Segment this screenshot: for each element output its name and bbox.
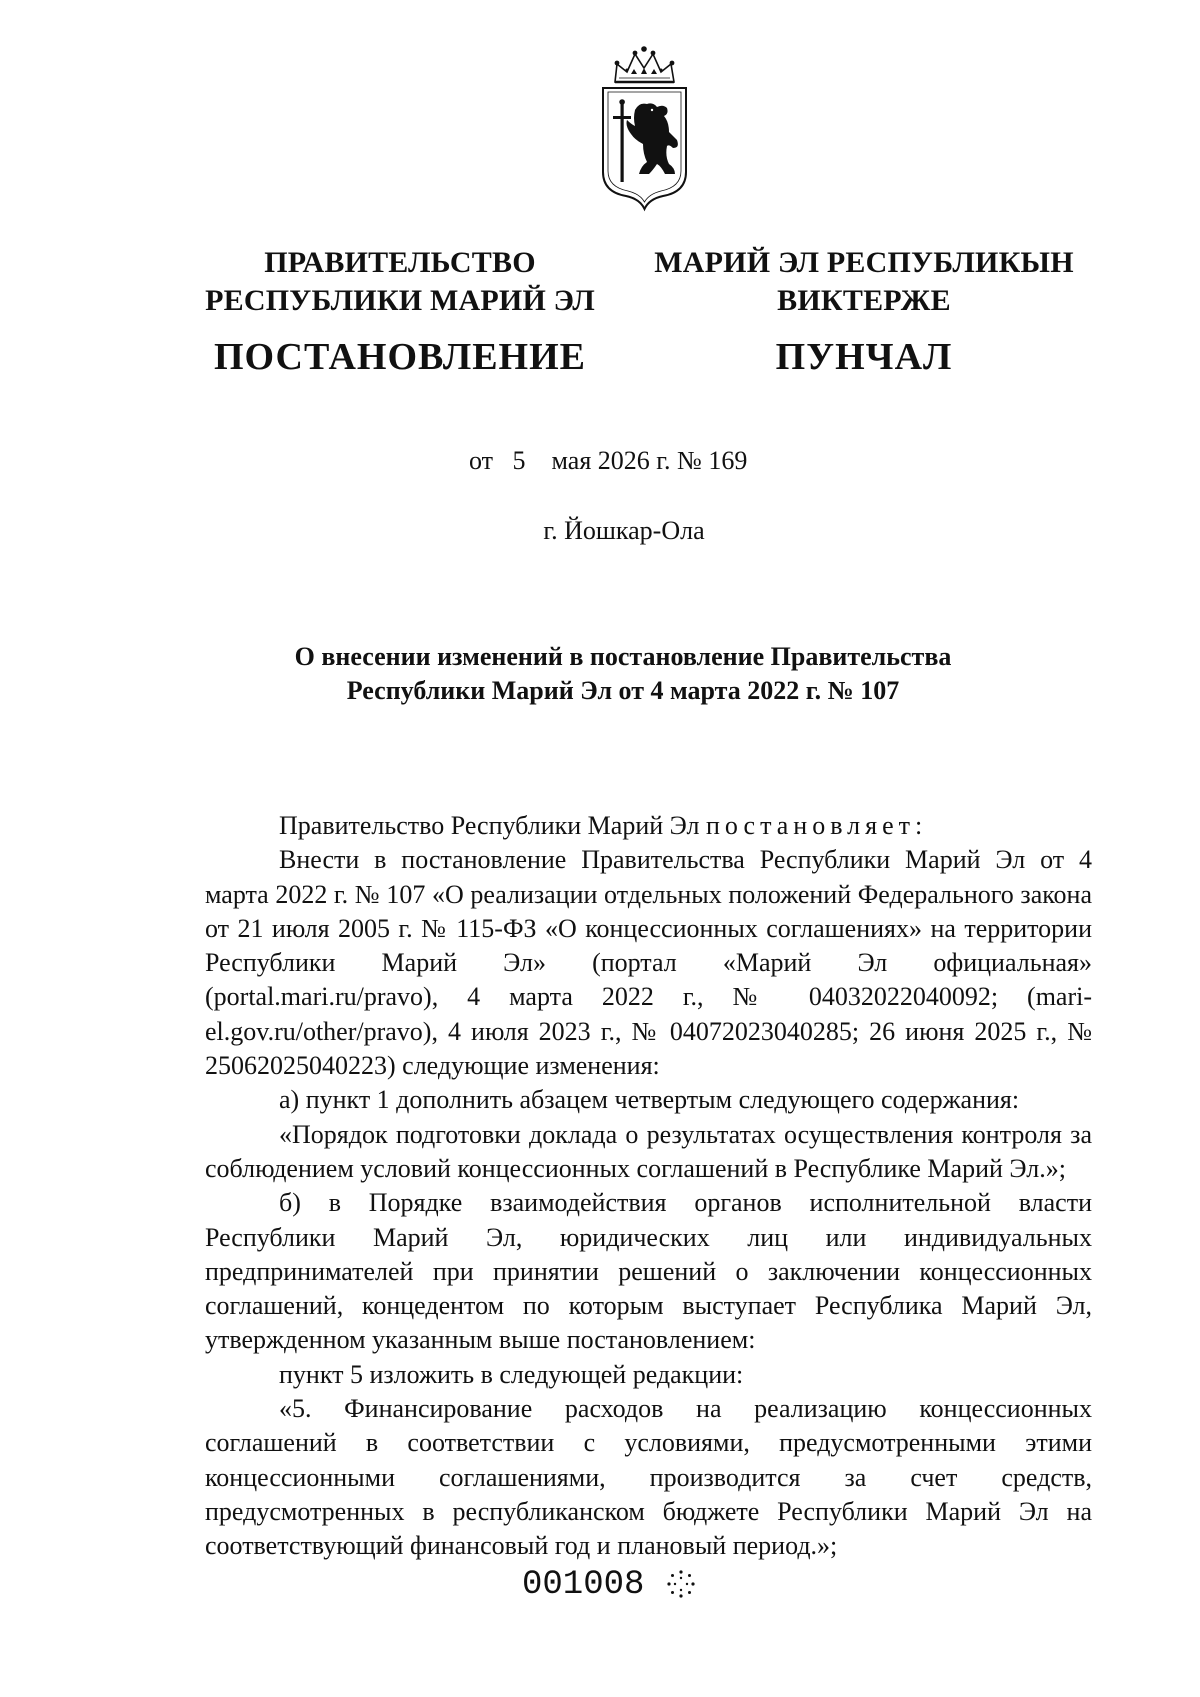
body-paragraph: «Порядок подготовки доклада о результатах осуществления контроля за соблюдением условий концессионных соглашений в Республике Марий Эл.»;	[205, 1119, 1092, 1183]
header-left-line2: РЕСПУБЛИКИ МАРИЙ ЭЛ	[205, 284, 595, 317]
dateline-rest: мая 2026 г. № 169	[551, 446, 748, 475]
header-right-line2: ВИКТЕРЖЕ	[777, 284, 951, 317]
form-serial-number: 001008	[522, 1566, 645, 1604]
body-paragraph: Внести в постановление Правительства Республики Марий Эл от 4 марта 2022 г. № 107 «О реализации отдельных положений Федерального закона от 21 июля 2005 г. № 115-ФЗ «О концессионных соглашениях» на территории Республики Марий Эл» (портал «Марий Эл официальная» (portal.mari.ru/pravo), 4 марта 2022 г., № 04032022040092; (mari-el.gov.ru/other/pravo), 4 июля 2023 г., № 04072023040285; 26 июня 2025 г., № 25062025040223) следующие изменения:	[205, 845, 1092, 1081]
header-russian	[180, 244, 620, 379]
body-paragraph: пункт 5 изложить в следующей редакции:	[279, 1359, 744, 1389]
title-line2: Республики Марий Эл от 4 марта 2022 г. № 107	[346, 676, 900, 705]
resolves-tail: :	[914, 811, 923, 840]
dateline-prefix: от	[469, 446, 494, 475]
document-type-russian: ПОСТАНОВЛЕНИЕ	[213, 336, 587, 378]
document-title	[0, 640, 1200, 708]
body-paragraph: а) пункт 1 дополнить абзацем четвертым следующего содержания:	[279, 1085, 1020, 1115]
header-right-line1: МАРИЙ ЭЛ РЕСПУБЛИКЫН	[654, 246, 1074, 279]
body-paragraph-resolves	[205, 809, 1092, 843]
header-mari	[644, 244, 1084, 379]
document-city: г. Йошкар-Ола	[543, 516, 705, 545]
title-line1: О внесении изменений в постановление Правительства	[294, 642, 952, 671]
body-paragraph: б) в Порядке взаимодействия органов исполнительной власти Республики Марий Эл, юридических лиц или индивидуальных предпринимателей при принятии решений о заключении концессионных соглашений, концедентом по которым выступает Республика Марий Эл, утвержденном указанным выше постановлением:	[205, 1188, 1092, 1355]
dateline-day: 5	[512, 446, 526, 475]
resolves-word: постановляет	[705, 811, 915, 840]
document-type-mari: ПУНЧАЛ	[775, 336, 953, 378]
header-left-line1: ПРАВИТЕЛЬСТВО	[264, 246, 536, 279]
resolves-lead: Правительство Республики Марий Эл	[279, 811, 706, 840]
coat-of-arms-mari-el-icon	[597, 44, 692, 216]
document-body	[205, 809, 1092, 1564]
body-paragraph: «5. Финансирование расходов на реализацию концессионных соглашений в соответствии с условиями, предусмотренными этими концессионными соглашениями, производится за счет средств, предусмотренных в республиканском бюджете Республики Марий Эл на соответствующий финансовый год и плановый период.»;	[205, 1394, 1092, 1561]
dotted-star-mark-icon	[666, 1569, 696, 1599]
document-dateline	[469, 445, 747, 477]
